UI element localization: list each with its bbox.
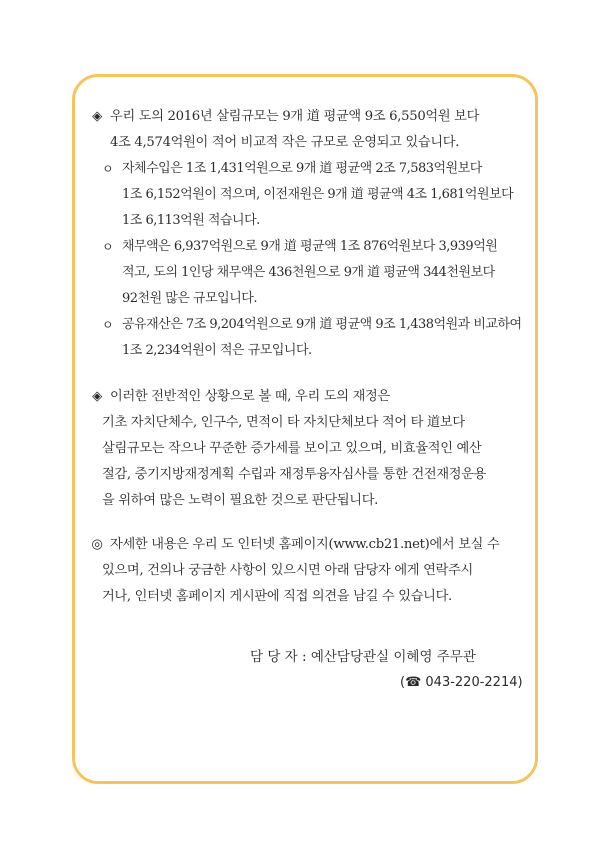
contact-phone: (☎ 043-220-2214) — [400, 675, 523, 690]
item-line: 공유재산은 7조 9,204억원으로 9개 道 평균액 9조 1,438억원과 비교하여 — [122, 317, 522, 332]
section-line: 4조 4,574억원이 적어 비교적 작은 규모로 운영되고 있습니다. — [110, 135, 460, 150]
circle-bullet-icon: ㅇ — [102, 162, 114, 176]
section-line: 자세한 내용은 우리 도 인터넷 홈페이지(www.cb21.net)에서 보실 수 — [110, 537, 500, 552]
section-line: 기초 자치단체수, 인구수, 면적이 타 자치단체보다 적어 타 道보다 — [102, 415, 465, 430]
item-line: 92천원 많은 규모입니다. — [122, 291, 257, 306]
item-line: 자체수입은 1조 1,431억원으로 9개 道 평균액 2조 7,583억원보다 — [122, 161, 482, 176]
section-line: 을 위하여 많은 노력이 필요한 것으로 판단됩니다. — [102, 493, 379, 508]
circle-bullet-icon: ㅇ — [102, 318, 114, 332]
section-line: 절감, 중기지방재정계획 수립과 재정투융자심사를 통한 건전재정운용 — [102, 467, 487, 482]
section-line: 이러한 전반적인 상황으로 볼 때, 우리 도의 재정은 — [110, 389, 390, 404]
contact-block — [88, 644, 528, 696]
item-line: 1조 6,113억원 적습니다. — [122, 213, 260, 228]
item-line: 1조 2,234억원이 적은 규모입니다. — [122, 343, 312, 358]
section-fiscal-assessment — [88, 384, 528, 514]
diamond-bullet-icon: ◈ — [92, 389, 102, 404]
section-line: 거나, 인터넷 홈페이지 게시판에 직접 의견을 남길 수 있습니다. — [102, 589, 452, 604]
circle-bullet-icon: ㅇ — [102, 240, 114, 254]
section-budget-size — [88, 104, 528, 156]
section-line: 살림규모는 작으나 꾸준한 증가세를 보이고 있으며, 비효율적인 예산 — [102, 441, 482, 456]
item-own-revenue — [88, 156, 528, 234]
diamond-bullet-icon: ◈ — [92, 109, 102, 124]
section-more-info — [88, 532, 528, 610]
item-debt — [88, 234, 528, 312]
section-line: 있으며, 건의나 궁금한 사항이 있으시면 아래 담당자 에게 연락주시 — [102, 563, 473, 578]
item-line: 채무액은 6,937억원으로 9개 道 평균액 1조 876억원보다 3,939억원 — [122, 239, 498, 254]
item-line: 1조 6,152억원이 적으며, 이전재원은 9개 道 평균액 4조 1,681억원보다 — [122, 187, 514, 202]
contact-person: 담 당 자 : 예산담당관실 이혜영 주무관 — [250, 649, 476, 665]
double-circle-bullet-icon: ◎ — [91, 537, 103, 552]
item-public-property — [88, 312, 528, 364]
item-line: 적고, 도의 1인당 채무액은 436천원으로 9개 道 평균액 344천원보다 — [122, 265, 495, 280]
notice-content — [88, 104, 528, 696]
section-line: 우리 도의 2016년 살림규모는 9개 道 평균액 9조 6,550억원 보다 — [110, 109, 480, 124]
